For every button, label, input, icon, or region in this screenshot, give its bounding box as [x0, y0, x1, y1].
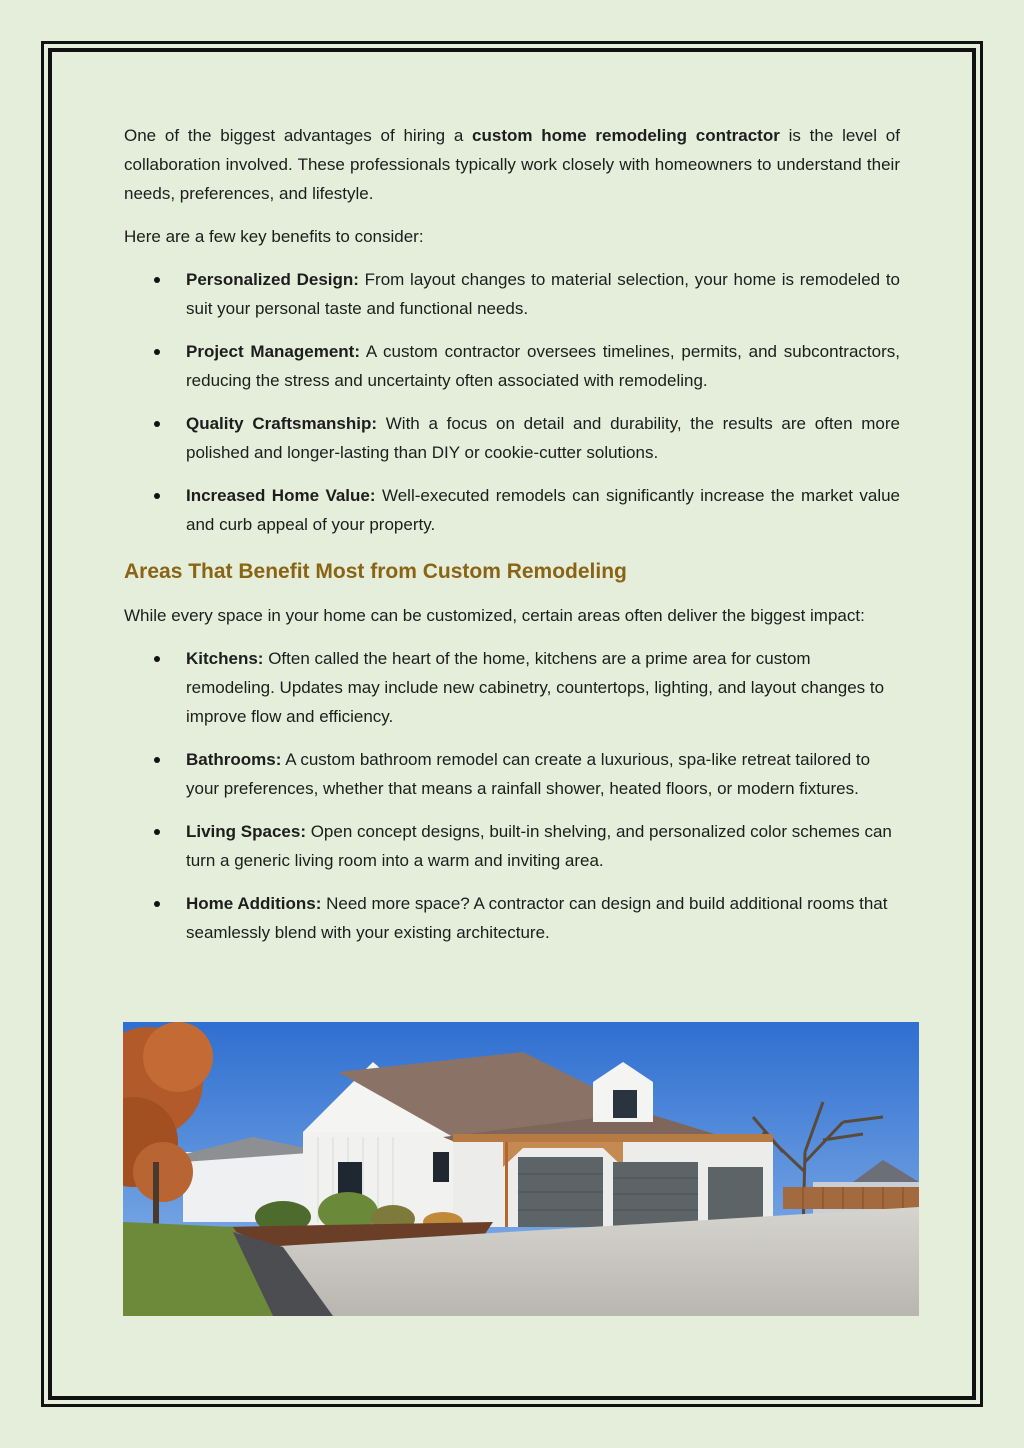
list-item-text: From layout changes to material selection, your home is remodeled to suit your personal taste and functional needs. — [186, 270, 900, 318]
areas-lead: While every space in your home can be customized, certain areas often deliver the biggest impact: — [124, 606, 865, 625]
benefits-list — [124, 265, 900, 539]
bullet-icon — [154, 277, 160, 283]
list-item — [124, 644, 900, 731]
bullet-icon — [154, 656, 160, 662]
list-item-text: Well-executed remodels can significantly increase the market value and curb appeal of your property. — [186, 486, 901, 534]
intro-prefix: One of the biggest advantages of hiring a — [124, 126, 473, 145]
bullet-icon — [154, 757, 160, 763]
intro-bold-phrase: custom home remodeling contractor — [472, 126, 780, 145]
list-item-text: Often called the heart of the home, kitchens are a prime area for custom remodeling. Updates may include new cabinetry, countertops, lighting, and layout changes to improve flow and efficiency. — [186, 649, 885, 726]
list-item-title: Home Additions: — [186, 894, 322, 913]
section-heading: Areas That Benefit Most from Custom Remodeling — [124, 560, 627, 583]
list-item-title: Project Management: — [186, 342, 360, 361]
list-item-text: Need more space? A contractor can design and build additional rooms that seamlessly blend with your existing architecture. — [186, 894, 888, 942]
list-item — [124, 337, 900, 395]
list-item — [124, 409, 900, 467]
list-item — [124, 745, 900, 803]
list-item-text: A custom bathroom remodel can create a luxurious, spa-like retreat tailored to your preferences, whether that means a rainfall shower, heated floors, or modern fixtures. — [186, 750, 871, 798]
areas-list — [124, 644, 900, 947]
intro-suffix: is the level of collaboration involved. These professionals typically work closely with homeowners to understand their needs, preferences, and lifestyle. — [124, 126, 900, 203]
list-item-title: Increased Home Value: — [186, 486, 376, 505]
list-item-title: Personalized Design: — [186, 270, 359, 289]
list-item — [124, 265, 900, 323]
list-item-text: A custom contractor oversees timelines, permits, and subcontractors, reducing the stress and uncertainty often associated with remodeling. — [186, 342, 900, 390]
list-item-text: Open concept designs, built-in shelving, and personalized color schemes can turn a generic living room into a warm and inviting area. — [186, 822, 892, 870]
house-photo — [123, 1022, 919, 1316]
bullet-icon — [154, 901, 160, 907]
bullet-icon — [154, 829, 160, 835]
intro-paragraph — [124, 121, 900, 208]
bullet-icon — [154, 493, 160, 499]
list-item — [124, 481, 900, 539]
list-item-title: Living Spaces: — [186, 822, 306, 841]
list-item-title: Kitchens: — [186, 649, 264, 668]
article-body — [124, 121, 900, 961]
bullet-icon — [154, 421, 160, 427]
benefits-lead: Here are a few key benefits to consider: — [124, 227, 424, 246]
bullet-icon — [154, 349, 160, 355]
list-item — [124, 889, 900, 947]
list-item-title: Quality Craftsmanship: — [186, 414, 378, 433]
list-item-text: With a focus on detail and durability, the results are often more polished and longer-lasting than DIY or cookie-cutter solutions. — [186, 414, 900, 462]
list-item — [124, 817, 900, 875]
list-item-title: Bathrooms: — [186, 750, 282, 769]
